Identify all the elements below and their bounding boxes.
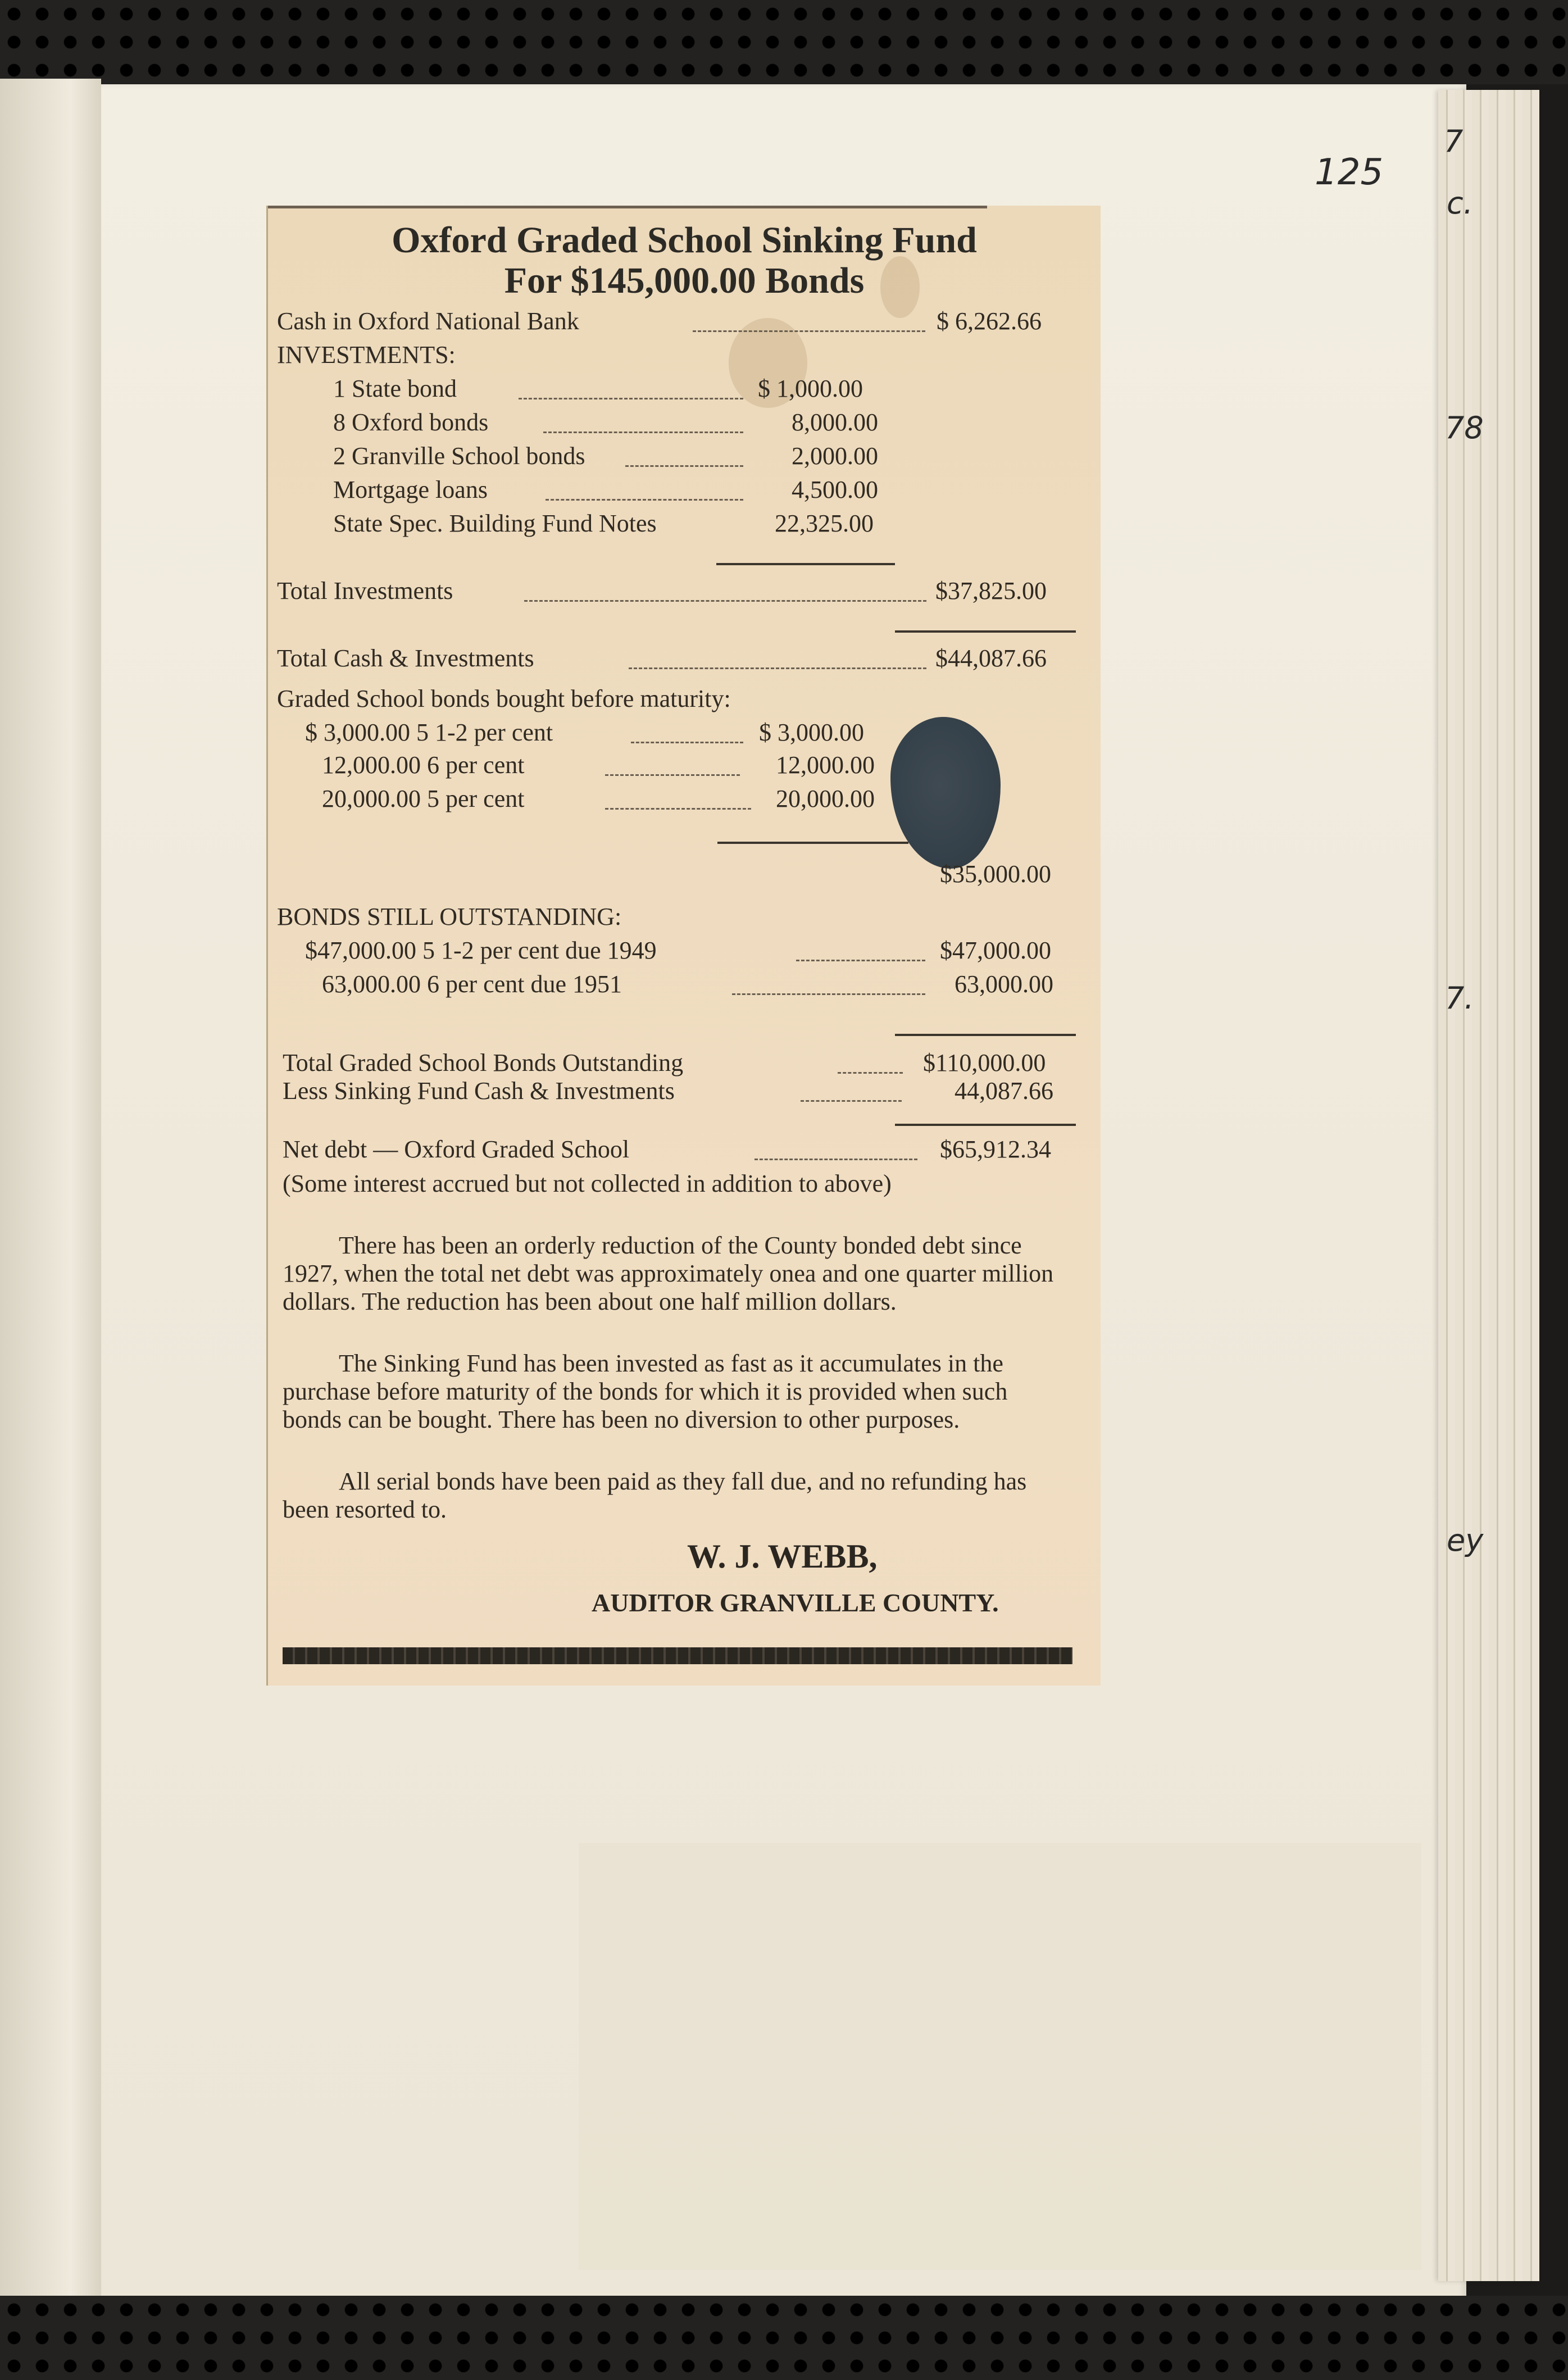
net-debt-label: Net debt — Oxford Graded School [283, 1136, 630, 1163]
leader-dots [796, 960, 925, 961]
leader-dots [605, 774, 740, 776]
leader-dots [631, 742, 743, 743]
clipping-bottom-rule [283, 1647, 1072, 1664]
investments-heading: INVESTMENTS: [277, 341, 456, 369]
sum-rule [895, 1124, 1076, 1126]
leader-dots [693, 330, 925, 332]
investment-label: State Spec. Building Fund Notes [333, 510, 657, 537]
leader-dots [838, 1072, 903, 1074]
investment-label: 8 Oxford bonds [333, 408, 489, 436]
cash-amount: $ 6,262.66 [937, 307, 1042, 335]
bought-amount: 20,000.00 [776, 785, 875, 812]
clipping-top-rule [268, 206, 987, 208]
sum-rule [895, 630, 1076, 633]
investment-label: Mortgage loans [333, 476, 488, 503]
margin-mark: 78 [1445, 410, 1484, 446]
outstanding-label: $47,000.00 5 1-2 per cent due 1949 [305, 937, 657, 964]
total-cash-investments-label: Total Cash & Investments [277, 644, 534, 672]
clipping-subtitle: For $145,000.00 Bonds [504, 260, 865, 301]
margin-mark: 7. [1445, 980, 1474, 1016]
leader-dots [543, 432, 743, 433]
leader-dots [546, 499, 743, 501]
bought-total: $35,000.00 [940, 860, 1051, 888]
outstanding-heading: BONDS STILL OUTSTANDING: [277, 903, 622, 930]
signature-title: AUDITOR GRANVILLE COUNTY. [592, 1588, 999, 1617]
film-border-top [0, 0, 1568, 84]
leader-dots [524, 600, 926, 602]
investment-label: 2 Granville School bonds [333, 442, 585, 470]
leader-dots [605, 808, 751, 810]
less-sinking-label: Less Sinking Fund Cash & Investments [283, 1077, 675, 1105]
left-page-edge [0, 79, 101, 2304]
sum-rule [716, 563, 895, 565]
total-cash-investments-amount: $44,087.66 [935, 644, 1047, 672]
page-number: 125 [1315, 152, 1384, 193]
bought-heading: Graded School bonds bought before maturity: [277, 685, 731, 712]
newspaper-clipping [266, 206, 1101, 1686]
cash-label: Cash in Oxford National Bank [277, 307, 579, 335]
paragraph: The Sinking Fund has been invested as fast as it accumulates in the purchase before maturity of the bonds for which it is provided when such bonds can be bought. There has been no diversion to other purposes. [283, 1350, 1008, 1433]
net-debt-amount: $65,912.34 [940, 1136, 1051, 1163]
margin-mark: c. [1447, 185, 1473, 221]
total-outstanding-amount: $110,000.00 [923, 1049, 1046, 1077]
outstanding-amount: 63,000.00 [955, 970, 1053, 998]
outstanding-amount: $47,000.00 [940, 937, 1051, 964]
leader-dots [625, 465, 743, 467]
bought-amount: $ 3,000.00 [759, 719, 864, 746]
bought-label: $ 3,000.00 5 1-2 per cent [305, 719, 553, 746]
investment-label: 1 State bond [333, 375, 457, 402]
bought-label: 20,000.00 5 per cent [322, 785, 525, 812]
paragraph: There has been an orderly reduction of the County bonded debt since 1927, when the total net debt was approximately onea and one quarter million dollars. The reduction has been about one half million dollars. [283, 1232, 1054, 1315]
outstanding-label: 63,000.00 6 per cent due 1951 [322, 970, 622, 998]
less-sinking-amount: 44,087.66 [955, 1077, 1053, 1105]
film-border-bottom [0, 2296, 1568, 2380]
investment-amount: 22,325.00 [775, 510, 874, 537]
ink-blot [890, 717, 1001, 869]
bleed-through-area [579, 1843, 1421, 2270]
signature-name: W. J. WEBB, [687, 1538, 878, 1575]
leader-dots [755, 1159, 917, 1160]
sum-rule [895, 1034, 1076, 1036]
leader-dots [519, 398, 743, 399]
total-investments-label: Total Investments [277, 577, 453, 605]
paragraph: All serial bonds have been paid as they fall due, and no refunding has been resorted to. [283, 1468, 1027, 1523]
bought-label: 12,000.00 6 per cent [322, 751, 525, 779]
investment-amount: 4,500.00 [792, 476, 878, 503]
margin-mark: ey [1447, 1523, 1484, 1558]
investment-amount: 2,000.00 [792, 442, 878, 470]
investment-amount: 8,000.00 [792, 408, 878, 436]
total-investments-amount: $37,825.00 [935, 577, 1047, 605]
leader-dots [629, 667, 926, 669]
leader-dots [801, 1100, 902, 1102]
total-outstanding-label: Total Graded School Bonds Outstanding [283, 1049, 684, 1077]
margin-mark: 7 [1444, 124, 1464, 159]
clipping-title: Oxford Graded School Sinking Fund [392, 220, 977, 261]
investment-amount: $ 1,000.00 [758, 375, 863, 402]
leader-dots [732, 993, 925, 995]
note: (Some interest accrued but not collected in addition to above) [283, 1170, 892, 1197]
bought-amount: 12,000.00 [776, 751, 875, 779]
sum-rule [717, 842, 908, 844]
